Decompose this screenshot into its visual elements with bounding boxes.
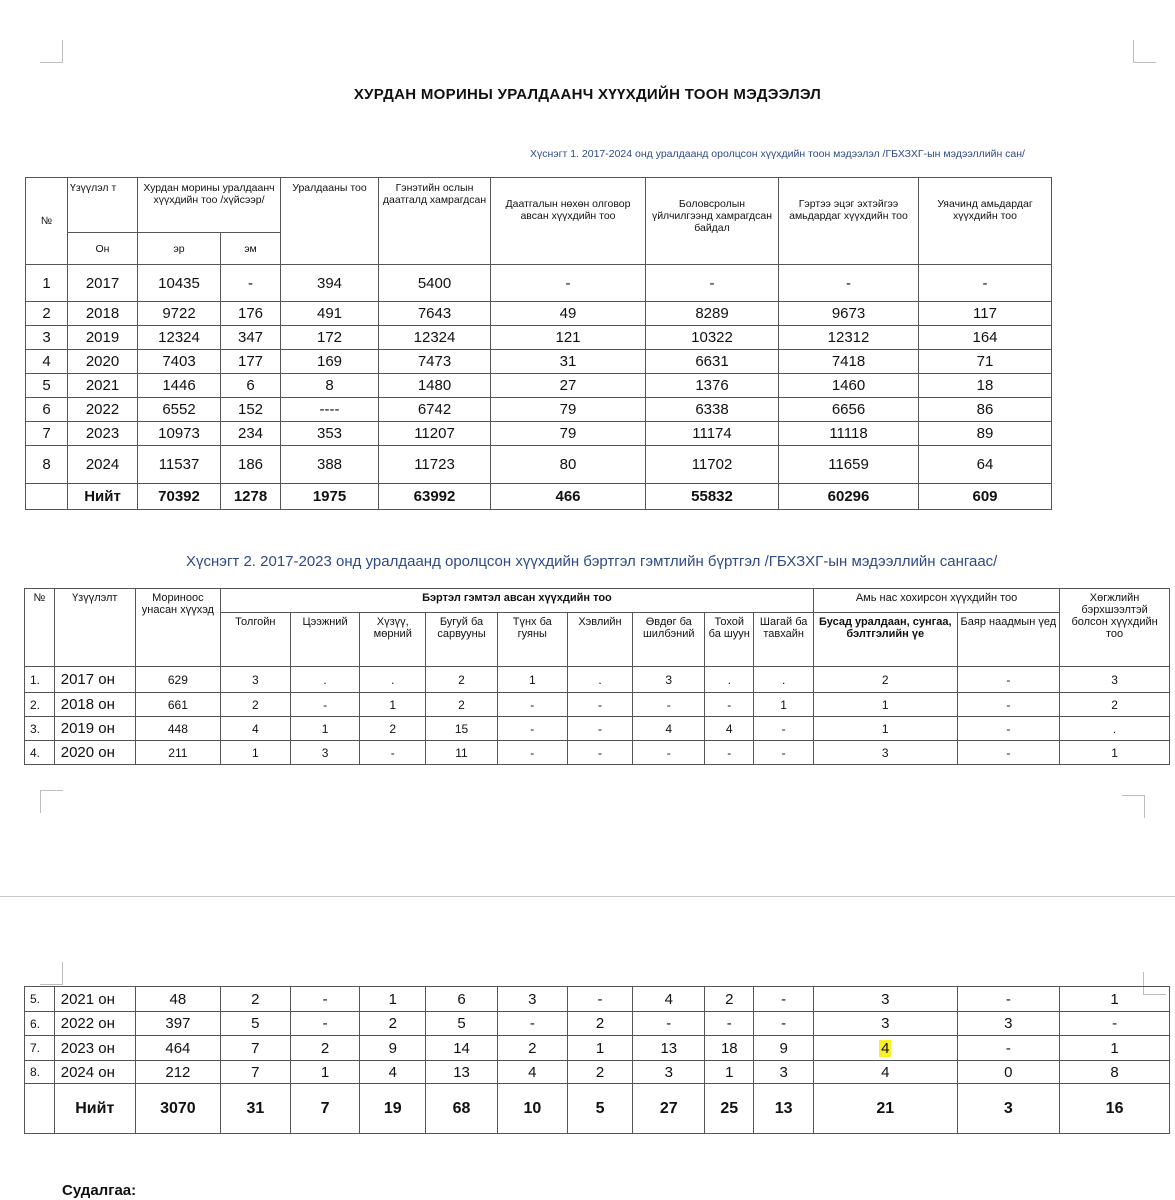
table-cell: .: [290, 667, 360, 693]
table-cell: 1975: [281, 484, 379, 510]
table-cell: 27: [491, 374, 646, 398]
table-cell: 48: [135, 987, 220, 1012]
table-cell: -: [754, 1012, 814, 1036]
table-cell: 4: [497, 1061, 567, 1084]
table-cell: 9: [360, 1036, 426, 1061]
table-cell: Нийт: [68, 484, 138, 510]
header-chest: Цээжний: [290, 613, 360, 667]
table-cell: 1460: [779, 374, 919, 398]
table-cell: 1.: [25, 667, 55, 693]
table-cell: 2: [220, 693, 290, 717]
table-cell: 1: [360, 987, 426, 1012]
table-cell: 25: [705, 1084, 754, 1134]
table-cell: 11537: [138, 446, 221, 484]
table-cell: 19: [360, 1084, 426, 1134]
table-cell: 3: [633, 1061, 705, 1084]
table-cell: 3: [813, 741, 957, 765]
table-cell: 121: [491, 326, 646, 350]
table-cell: 6.: [25, 1012, 55, 1036]
table-cell: 1: [754, 693, 814, 717]
table-cell: 4: [220, 717, 290, 741]
table-row: [25, 1012, 1170, 1036]
table-cell: -: [957, 987, 1060, 1012]
table-cell: 1: [813, 717, 957, 741]
table-cell: .: [567, 667, 633, 693]
table-cell: 2: [567, 1012, 633, 1036]
table-cell: 3: [220, 667, 290, 693]
table-cell: 2.: [25, 693, 55, 717]
table-cell: 3: [813, 987, 957, 1012]
header-indicator: Үзүүлэл т: [68, 178, 138, 233]
table-row: [26, 374, 1052, 398]
table-cell: 6: [221, 374, 281, 398]
table-cell: .: [360, 667, 426, 693]
table-cell: 353: [281, 422, 379, 446]
table-cell: 71: [919, 350, 1052, 374]
table-cell: .: [1060, 717, 1170, 741]
table-cell: 169: [281, 350, 379, 374]
page-corner-mark: [1133, 40, 1156, 63]
table-cell: -: [919, 265, 1052, 302]
header-insurance: Гэнэтийн ослын даатгалд хамрагдсан: [379, 178, 491, 265]
table-cell: 3: [957, 1084, 1060, 1134]
table-cell: -: [957, 717, 1060, 741]
table-cell: 8: [1060, 1061, 1170, 1084]
table-cell: 2023: [68, 422, 138, 446]
table-cell: 1: [567, 1036, 633, 1061]
table-cell: -: [754, 741, 814, 765]
table-cell: 10973: [138, 422, 221, 446]
header-ankle: Шагай ба тавхайн: [754, 613, 814, 667]
table-cell: 9: [754, 1036, 814, 1061]
table-cell: 212: [135, 1061, 220, 1084]
table-cell: 7: [290, 1084, 360, 1134]
table-cell: 7403: [138, 350, 221, 374]
table-cell: 2: [360, 1012, 426, 1036]
table-cell: -: [360, 741, 426, 765]
header-hip: Тохой ба шуун: [705, 613, 754, 667]
table-cell: 4: [705, 717, 754, 741]
table-cell: 2024 он: [54, 1061, 135, 1084]
table-row: [26, 265, 1052, 302]
table-cell: 3: [754, 1061, 814, 1084]
table-cell: 1480: [379, 374, 491, 398]
page-break: [0, 896, 1175, 897]
table2-body: [25, 667, 1170, 765]
table-cell: 6: [26, 398, 68, 422]
header-indicator: Үзүүлэлт: [54, 589, 135, 667]
header-neck: Хүзүү, мөрний: [360, 613, 426, 667]
table-cell: [25, 1084, 55, 1134]
table-cell: 31: [220, 1084, 290, 1134]
table-cell: 8: [281, 374, 379, 398]
table-cell: 16: [1060, 1084, 1170, 1134]
table-cell: 2: [360, 717, 426, 741]
table-row: [26, 350, 1052, 374]
table-cell: 1: [1060, 741, 1170, 765]
table-cell: 2023 он: [54, 1036, 135, 1061]
table-cell: 1: [360, 693, 426, 717]
table-cell: 12324: [379, 326, 491, 350]
table-cell: 4: [813, 1061, 957, 1084]
table-cell: -: [705, 1012, 754, 1036]
table2-caption: Хүснэгт 2. 2017-2023 онд уралдаанд оролцсон хүүхдийн бэртгэл гэмтлийн бүртгэл /ГБХЗХГ-ын мэдээллийн сангаас/: [186, 553, 998, 570]
table-cell: ----: [281, 398, 379, 422]
header-disabled: Хөгжлийн бэрхшээлтэй болсон хүүхдийн тоо: [1060, 589, 1170, 667]
table-cell: 347: [221, 326, 281, 350]
table-cell: 2021 он: [54, 987, 135, 1012]
page-corner-mark: [40, 962, 63, 985]
table-cell: 2019 он: [54, 717, 135, 741]
table-cell: -: [497, 717, 567, 741]
table1-total-row: [26, 484, 1052, 510]
table-row: [25, 987, 1170, 1012]
header-naadam: Баяр наадмын үед: [957, 613, 1060, 667]
table-cell: 388: [281, 446, 379, 484]
page-corner-mark: [40, 790, 63, 813]
table-cell: 2017 он: [54, 667, 135, 693]
table-cell: .: [705, 667, 754, 693]
table-row: [25, 741, 1170, 765]
table-cell: 2022 он: [54, 1012, 135, 1036]
header-wrist: Бугуй ба сарвууны: [426, 613, 498, 667]
header-riders: Хурдан морины уралдаанч хүүхдийн тоо /хүйсээр/: [138, 178, 281, 233]
header-year: Он: [68, 233, 138, 265]
table-row: [26, 326, 1052, 350]
header-with-parents: Гэртээ эцэг эхтэйгээ амьдардаг хүүхдийн тоо: [779, 178, 919, 265]
table-cell: 2: [426, 693, 498, 717]
table-cell: -: [290, 693, 360, 717]
table-cell: 80: [491, 446, 646, 484]
table-cell: -: [633, 741, 705, 765]
table-cell: -: [779, 265, 919, 302]
table-cell: 177: [221, 350, 281, 374]
table-cell: 11: [426, 741, 498, 765]
table-cell: 11702: [646, 446, 779, 484]
table-cell: -: [1060, 1012, 1170, 1036]
table-cell: 1: [290, 717, 360, 741]
highlighted-value: 4: [881, 1039, 890, 1057]
table-cell: 2017: [68, 265, 138, 302]
header-no: №: [26, 178, 68, 265]
table-row: [26, 302, 1052, 326]
table-cell: 10: [497, 1084, 567, 1134]
table-cell: 6552: [138, 398, 221, 422]
table-cell: 2: [290, 1036, 360, 1061]
table-cell: -: [290, 987, 360, 1012]
table-cell: 4: [360, 1061, 426, 1084]
table-cell: 448: [135, 717, 220, 741]
table-cell: 117: [919, 302, 1052, 326]
table-cell: 63992: [379, 484, 491, 510]
table-cell: 2: [426, 667, 498, 693]
table-cell: 1: [220, 741, 290, 765]
table1: [25, 177, 1052, 510]
header-elbow: Түнх ба гуяны: [497, 613, 567, 667]
table-cell: 86: [919, 398, 1052, 422]
table-cell: 1278: [221, 484, 281, 510]
table-cell: 7.: [25, 1036, 55, 1061]
table-cell: 8.: [25, 1061, 55, 1084]
table-cell: 2: [705, 987, 754, 1012]
table-cell: 1: [813, 693, 957, 717]
table-cell: 10435: [138, 265, 221, 302]
table-cell: -: [567, 693, 633, 717]
header-compensation: Даатгалын нөхөн олговор авсан хүүхдийн тоо: [491, 178, 646, 265]
table-cell: 13: [754, 1084, 814, 1134]
table-cell: 186: [221, 446, 281, 484]
table-cell: 6338: [646, 398, 779, 422]
table-cell: 464: [135, 1036, 220, 1061]
table-cell: -: [754, 987, 814, 1012]
table-cell: 1: [705, 1061, 754, 1084]
research-label: Судалгаа:: [62, 1182, 137, 1199]
header-no: №: [25, 589, 55, 667]
header-deaths-group: Амь нас хохирсон хүүхдийн тоо: [813, 589, 1059, 613]
table-cell: 5400: [379, 265, 491, 302]
table-cell: 7: [220, 1036, 290, 1061]
table-cell: 6631: [646, 350, 779, 374]
table-cell: 234: [221, 422, 281, 446]
table-row: [25, 717, 1170, 741]
header-races: Уралдааны тоо: [281, 178, 379, 265]
table-cell: 15: [426, 717, 498, 741]
table-cell: 11174: [646, 422, 779, 446]
table-cell: 4.: [25, 741, 55, 765]
table-row: [26, 446, 1052, 484]
table-cell: -: [633, 1012, 705, 1036]
table-cell: 5: [220, 1012, 290, 1036]
table-cell: 2019: [68, 326, 138, 350]
table-row: [25, 667, 1170, 693]
header-other-races: Бусад уралдаан, сунгаа, бэлтгэлийн үе: [813, 613, 957, 667]
table-cell: -: [957, 693, 1060, 717]
table-cell: 1: [1060, 987, 1170, 1012]
header-education: Боловсролын үйлчилгээнд хамрагдсан байдал: [646, 178, 779, 265]
table-cell: 3070: [135, 1084, 220, 1134]
table-cell: 3: [1060, 667, 1170, 693]
table-cell: [813, 1036, 957, 1061]
table-cell: 491: [281, 302, 379, 326]
table-cell: 31: [491, 350, 646, 374]
table-cell: 13: [426, 1061, 498, 1084]
table2-total-row: [25, 1084, 1170, 1134]
table-cell: 6: [426, 987, 498, 1012]
table-cell: 3: [497, 987, 567, 1012]
table-cell: 10322: [646, 326, 779, 350]
table-cell: [26, 484, 68, 510]
header-abdomen: Хэвлийн: [567, 613, 633, 667]
table-cell: -: [754, 717, 814, 741]
table-cell: .: [754, 667, 814, 693]
table-cell: 3: [813, 1012, 957, 1036]
table-row: [26, 398, 1052, 422]
page-corner-mark: [1122, 795, 1145, 818]
header-with-trainer: Уяачинд амьдардаг хүүхдийн тоо: [919, 178, 1052, 265]
table-cell: 2022: [68, 398, 138, 422]
table-cell: 1376: [646, 374, 779, 398]
table-cell: 1: [26, 265, 68, 302]
document-title: ХУРДАН МОРИНЫ УРАЛДААНЧ ХҮҮХДИЙН ТООН МЭДЭЭЛЭЛ: [353, 86, 822, 103]
table-cell: -: [497, 1012, 567, 1036]
table-cell: 1446: [138, 374, 221, 398]
table-cell: 629: [135, 667, 220, 693]
table-cell: 2: [497, 1036, 567, 1061]
table-cell: 7: [220, 1061, 290, 1084]
table-cell: -: [491, 265, 646, 302]
table-cell: 7473: [379, 350, 491, 374]
table-cell: 14: [426, 1036, 498, 1061]
table-cell: 3: [633, 667, 705, 693]
table-row: [25, 1061, 1170, 1084]
header-injured-group: Бэртэл гэмтэл авсан хүүхдийн тоо: [220, 589, 813, 613]
table-cell: 7643: [379, 302, 491, 326]
table-cell: 1: [497, 667, 567, 693]
table-cell: -: [705, 693, 754, 717]
table-cell: 18: [705, 1036, 754, 1061]
table-cell: 1: [290, 1061, 360, 1084]
table-cell: 9722: [138, 302, 221, 326]
table-cell: 397: [135, 1012, 220, 1036]
table-cell: 2021: [68, 374, 138, 398]
table-cell: -: [290, 1012, 360, 1036]
table-cell: 7418: [779, 350, 919, 374]
table-cell: 21: [813, 1084, 957, 1134]
table-cell: 12312: [779, 326, 919, 350]
table-cell: 211: [135, 741, 220, 765]
table-cell: 27: [633, 1084, 705, 1134]
table-cell: 2: [813, 667, 957, 693]
table-cell: -: [957, 667, 1060, 693]
table-cell: 5: [567, 1084, 633, 1134]
table-cell: -: [646, 265, 779, 302]
table-cell: -: [957, 1036, 1060, 1061]
table-cell: -: [497, 741, 567, 765]
table-cell: 60296: [779, 484, 919, 510]
table-cell: 0: [957, 1061, 1060, 1084]
table-cell: Нийт: [54, 1084, 135, 1134]
table-cell: 8289: [646, 302, 779, 326]
header-male: эр: [138, 233, 221, 265]
table-cell: 7: [26, 422, 68, 446]
table-cell: -: [705, 741, 754, 765]
table-cell: 89: [919, 422, 1052, 446]
table-cell: 2: [1060, 693, 1170, 717]
table-row: [26, 422, 1052, 446]
table-cell: 394: [281, 265, 379, 302]
table-cell: -: [567, 987, 633, 1012]
table-cell: 4: [633, 987, 705, 1012]
table-cell: 6656: [779, 398, 919, 422]
table-cell: 3: [957, 1012, 1060, 1036]
table-cell: 3: [26, 326, 68, 350]
table-cell: 3.: [25, 717, 55, 741]
table-cell: 68: [426, 1084, 498, 1134]
table-cell: 176: [221, 302, 281, 326]
table-cell: 8: [26, 446, 68, 484]
table-cell: 18: [919, 374, 1052, 398]
table-cell: 1: [1060, 1036, 1170, 1061]
table2: [24, 588, 1170, 765]
page-corner-mark: [40, 40, 63, 63]
table-cell: 609: [919, 484, 1052, 510]
table-cell: 9673: [779, 302, 919, 326]
table-cell: 11207: [379, 422, 491, 446]
table-cell: 661: [135, 693, 220, 717]
table-cell: 2018: [68, 302, 138, 326]
table-cell: 79: [491, 422, 646, 446]
table-cell: 466: [491, 484, 646, 510]
table-cell: -: [957, 741, 1060, 765]
table-cell: 12324: [138, 326, 221, 350]
table-cell: 164: [919, 326, 1052, 350]
table-cell: 11659: [779, 446, 919, 484]
table-cell: 2018 он: [54, 693, 135, 717]
header-head: Толгойн: [220, 613, 290, 667]
table-cell: 2: [220, 987, 290, 1012]
table-cell: -: [497, 693, 567, 717]
table-cell: 2020 он: [54, 741, 135, 765]
table-cell: -: [633, 693, 705, 717]
table2-continued: [24, 986, 1170, 1134]
table1-body: [26, 265, 1052, 484]
table-cell: -: [567, 717, 633, 741]
header-knee: Өвдөг ба шилбэний: [633, 613, 705, 667]
table2-continued-body: [25, 987, 1170, 1084]
table-cell: 2: [26, 302, 68, 326]
table-row: [25, 1036, 1170, 1061]
table-cell: 49: [491, 302, 646, 326]
table-cell: 5.: [25, 987, 55, 1012]
table-cell: 152: [221, 398, 281, 422]
table-cell: 11723: [379, 446, 491, 484]
table-cell: -: [567, 741, 633, 765]
table-cell: 5: [26, 374, 68, 398]
table-cell: 4: [633, 717, 705, 741]
table-row: [25, 693, 1170, 717]
table-cell: 2020: [68, 350, 138, 374]
header-female: эм: [221, 233, 281, 265]
table1-caption: Хүснэгт 1. 2017-2024 онд уралдаанд оролцсон хүүхдийн тоон мэдээлэл /ГБХЗХГ-ын мэдээллийн сан/: [530, 148, 1025, 160]
table-cell: 6742: [379, 398, 491, 422]
table-cell: 3: [290, 741, 360, 765]
table-cell: 55832: [646, 484, 779, 510]
table-cell: 172: [281, 326, 379, 350]
table-cell: -: [221, 265, 281, 302]
table-cell: 64: [919, 446, 1052, 484]
header-fallen: Мориноос унасан хүүхэд: [135, 589, 220, 667]
table-cell: 70392: [138, 484, 221, 510]
table-cell: 11118: [779, 422, 919, 446]
table-cell: 2024: [68, 446, 138, 484]
table-cell: 79: [491, 398, 646, 422]
table-cell: 5: [426, 1012, 498, 1036]
table-cell: 4: [26, 350, 68, 374]
table-cell: 2: [567, 1061, 633, 1084]
table-cell: 13: [633, 1036, 705, 1061]
